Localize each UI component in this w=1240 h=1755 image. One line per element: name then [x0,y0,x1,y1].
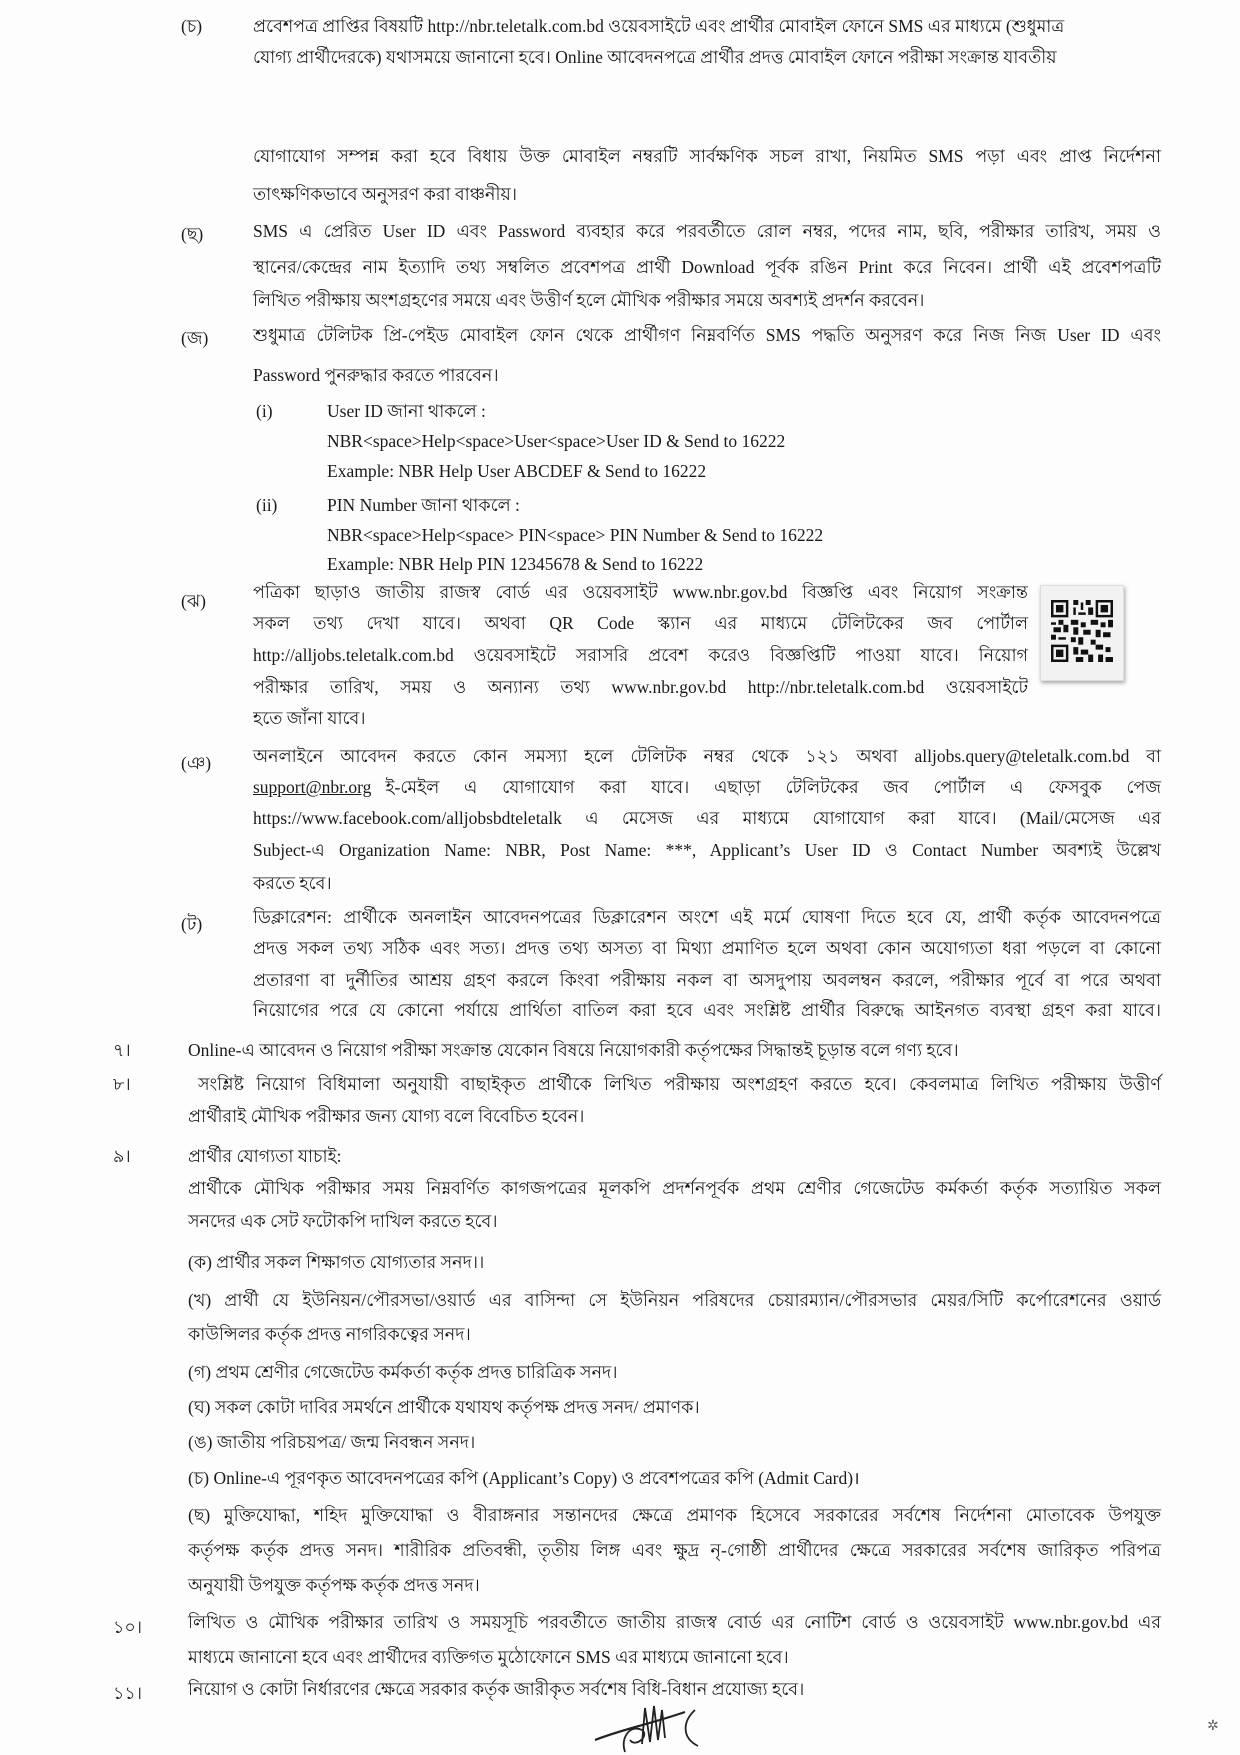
qr-code-icon [1051,600,1113,662]
sms-format: NBR<space>Help<space> PIN<space> PIN Number & Send to 16222 [327,525,824,545]
page-mark: ✲ [1207,1719,1219,1734]
document-item: কাউন্সিলর কর্তৃক প্রদত্ত নাগরিকত্বের সনদ। [188,1324,471,1344]
text-line: Password পুনরুদ্ধার করতে পারবেন। [253,365,499,385]
item-label: (জ) [181,328,209,348]
text-line: সংশ্লিষ্ট নিয়োগ বিধিমালা অনুযায়ী বাছাইকৃত প্রার্থীকে লিখিত পরীক্ষায় অংশগ্রহণ করতে হবে। কেবলমাত্র লিখিত পরীক্ষায় উত্তীর্ণ [198,1074,1161,1094]
document-item: কর্তৃপক্ষ কর্তৃক প্রদত্ত সনদ। শারীরিক প্রতিবন্ধী, তৃতীয় লিঙ্গ এবং ক্ষুদ্র নৃ-গোষ্ঠী প্রার্থীদের ক্ষেত্রে সরকারের সর্বশেষ জারিকৃত পরিপত্র [188,1540,1161,1560]
text-line: লিখিত ও মৌখিক পরীক্ষার তারিখ ও সময়সূচি পরবর্তীতে জাতীয় রাজস্ব বোর্ড এর নোটিশ বোর্ড ও ওয়েবসাইট www.nbr.gov.bd এর [188,1612,1161,1632]
document-item: (খ) প্রার্থী যে ইউনিয়ন/পৌরসভা/ওয়ার্ড এর বাসিন্দা সে ইউনিয়ন পরিষদের চেয়ারম্যান/পৌরসভার মেয়র/সিটি কর্পোরেশনের ওয়ার্ড [188,1290,1161,1310]
text-line: প্রার্থীরাই মৌখিক পরীক্ষার জন্য যোগ্য বলে বিবেচিত হবেন। [188,1106,585,1126]
section-number: ৯। [113,1146,131,1166]
text-line: স্থানের/কেন্দ্রের নাম ইত্যাদি তথ্য সম্বলিত প্রবেশপত্র প্রার্থী Download পূর্বক রঙিন Print করে নিবেন। প্রার্থী এই প্রবেশপত্রটি [253,257,1161,277]
text-line: যোগাযোগ সম্পন্ন করা হবে বিধায় উক্ত মোবাইল নম্বরটি সার্বক্ষণিক সচল রাখা, নিয়মিত SMS পড়া এবং প্রাপ্ত নির্দেশনা [253,146,1161,166]
text-line: প্রার্থীকে মৌখিক পরীক্ষার সময় নিম্নবর্ণিত কাগজপত্রের মূলকপি প্রদর্শনপূর্বক প্রথম শ্রেণীর গেজেটেড কর্মকর্তা কর্তৃক সত্যায়িত সকল [188,1178,1161,1198]
text-line: হতে জাঁনা যাবে। [253,708,366,728]
text-line: মাধ্যমে জানানো হবে এবং প্রার্থীদের ব্যক্তিগত মুঠোফোনে SMS এর মাধ্যমে জানানো হবে। [188,1647,789,1667]
item-label: (ট) [181,914,203,934]
document-item: (ঘ) সকল কোটা দাবির সমর্থনে প্রার্থীকে যথাযথ কর্তৃপক্ষ প্রদত্ত সনদ/ প্রমাণক। [188,1397,700,1417]
text-line: http://alljobs.teletalk.com.bd ওয়েবসাইটে সরাসরি প্রবেশ করেও বিজ্ঞপ্তিটি পাওয়া যাবে। নিয়োগ [253,645,1028,665]
document-item: (ঙ) জাতীয় পরিচয়পত্র/ জন্ম নিবন্ধন সনদ। [188,1432,476,1452]
text-line: নিয়োগের পরে যে কোনো পর্যায়ে প্রার্থিতা বাতিল করা হবে এবং সংশ্লিষ্ট প্রার্থীর বিরুদ্ধে আইনগত ব্যবস্থা গ্রহণ করা যাবে। [253,1000,1161,1020]
text-line: তাৎক্ষণিকভাবে অনুসরণ করা বাঞ্চনীয়। [253,184,518,204]
support-email-link[interactable]: support@nbr.org [253,777,372,797]
item-label: (ছ) [181,224,204,244]
text-line: যোগ্য প্রার্থীদেরকে) যথাসময়ে জানানো হবে। Online আবেদনপত্রে প্রার্থীর প্রদত্ত মোবাইল ফোনে পরীক্ষা সংক্রান্ত যাবতীয় [253,47,1057,67]
text-line: সকল তথ্য দেখা যাবে। অথবা QR Code স্ক্যান এর মাধ্যমে টেলিটকের জব পোর্টাল [253,613,1028,633]
signature [590,1700,720,1755]
text-line: নিয়োগ ও কোটা নির্ধারণের ক্ষেত্রে সরকার কর্তৃক জারীকৃত সর্বশেষ বিধি-বিধান প্রযোজ্য হবে। [188,1679,805,1699]
text-line: পত্রিকা ছাড়াও জাতীয় রাজস্ব বোর্ড এর ওয়েবসাইট www.nbr.gov.bd বিজ্ঞপ্তি এবং নিয়োগ সংক্রান্ত [253,582,1028,602]
text-line: Subject-এ Organization Name: NBR, Post Name: ***, Applicant’s User ID ও Contact Number অবশ্যই উল্লেখ [253,840,1161,860]
document-item: (গ) প্রথম শ্রেণীর গেজেটেড কর্মকর্তা কর্তৃক প্রদত্ত চারিত্রিক সনদ। [188,1362,618,1382]
text-line: ডিক্লারেশন: প্রার্থীকে অনলাইন আবেদনপত্রের ডিক্লারেশন অংশে এই মর্মে ঘোষণা দিতে হবে যে, প্রার্থী কর্তৃক আবেদনপত্রে [253,907,1161,927]
sub-label: (i) [256,401,273,421]
document-item: (চ) Online-এ পূরণকৃত আবেদনপত্রের কপি (Applicant’s Copy) ও প্রবেশপত্রের কপি (Admit Card)। [188,1468,860,1488]
section-number: ৭। [113,1040,131,1060]
text-line: প্রদত্ত সকল তথ্য সঠিক এবং সত্য। প্রদত্ত তথ্য অসত্য বা মিথ্যা প্রমাণিত হলে অথবা কোন অযোগ্যতা ধরা পড়লে বা কোনো [253,938,1161,958]
section-number: ১০। [113,1617,142,1637]
text-line: Online-এ আবেদন ও নিয়োগ পরীক্ষা সংক্রান্ত যেকোন বিষয়ে নিয়োগকারী কর্তৃপক্ষের সিদ্ধান্তই চূড়ান্ত বলে গণ্য হবে। [188,1040,959,1060]
document-item: (ছ) মুক্তিযোদ্ধা, শহিদ মুক্তিযোদ্ধা ও বীরাঙ্গনার সন্তানদের ক্ষেত্রে প্রমাণক হিসেবে সরকারের সর্বশেষ নির্দেশনা মোতাবেক উপযুক্ত [188,1505,1161,1525]
text-line: শুধুমাত্র টেলিটক প্রি-পেইড মোবাইল ফোন থেকে প্রার্থীগণ নিম্নবর্ণিত SMS পদ্ধতি অনুসরণ করে নিজ নিজ User ID এবং [253,325,1161,345]
section-number: ৮। [113,1074,131,1094]
item-label: (চ) [181,16,203,36]
sub-title: PIN Number জানা থাকলে : [327,495,520,515]
text-line: ই-মেইল এ যোগাযোগ করা যাবে। এছাড়া টেলিটকের জব পোর্টাল এ ফেসবুক পেজ [385,777,1161,797]
text-line: সনদের এক সেট ফটোকপি দাখিল করতে হবে। [188,1211,498,1231]
text-line: করতে হবে। [253,873,332,893]
document-item: (ক) প্রার্থীর সকল শিক্ষাগত যোগ্যতার সনদ।। [188,1252,485,1272]
text-line: পরীক্ষার তারিখ, সময় ও অন্যান্য তথ্য www.nbr.gov.bd http://nbr.teletalk.com.bd ওয়েবসাইটে [253,677,1028,697]
text-line: প্রবেশপত্র প্রাপ্তির বিষয়টি http://nbr.teletalk.com.bd ওয়েবসাইটে এবং প্রার্থীর মোবাইল ফোনে SMS এর মাধ্যমে (শুধুমাত্র [253,16,1065,36]
sub-title: User ID জানা থাকলে : [327,401,486,421]
text-line: অনলাইনে আবেদন করতে কোন সমস্যা হলে টেলিটক নম্বর থেকে ১২১ অথবা alljobs.query@teletalk.com.bd বা [253,746,1161,766]
sms-example: Example: NBR Help PIN 12345678 & Send to 16222 [327,554,704,574]
item-label: (ঝ) [181,591,206,611]
text-line: প্রতারণা বা দুর্নীতির আশ্রয় গ্রহণ করলে কিংবা পরীক্ষায় নকল বা অসদুপায় অবলম্বন করলে, পরীক্ষার পূর্বে বা পরে অথবা [253,970,1161,990]
sms-example: Example: NBR Help User ABCDEF & Send to 16222 [327,461,707,481]
item-label: (ঞ) [181,753,212,773]
text-line: SMS এ প্রেরিত User ID এবং Password ব্যবহার করে পরবর্তীতে রোল নম্বর, পদের নাম, ছবি, পরীক্ষার তারিখ, সময় ও [253,221,1161,241]
section-title: প্রার্থীর যোগ্যতা যাচাই: [188,1146,342,1166]
sub-label: (ii) [256,495,278,515]
document-item: অনুযায়ী উপযুক্ত কর্তৃপক্ষ কর্তৃক প্রদত্ত সনদ। [188,1575,480,1595]
section-number: ১১। [113,1683,142,1703]
text-line: লিখিত পরীক্ষায় অংশগ্রহণের সময়ে এবং উত্তীর্ণ হলে মৌখিক পরীক্ষার সময়ে অবশ্যই প্রদর্শন করবেন। [253,290,925,310]
text-line: https://www.facebook.com/alljobsbdteletalk এ মেসেজ এর মাধ্যমে যোগাযোগ করা যাবে। (Mail/মেসেজ এর [253,808,1161,828]
sms-format: NBR<space>Help<space>User<space>User ID & Send to 16222 [327,431,786,451]
qr-code [1040,585,1124,681]
